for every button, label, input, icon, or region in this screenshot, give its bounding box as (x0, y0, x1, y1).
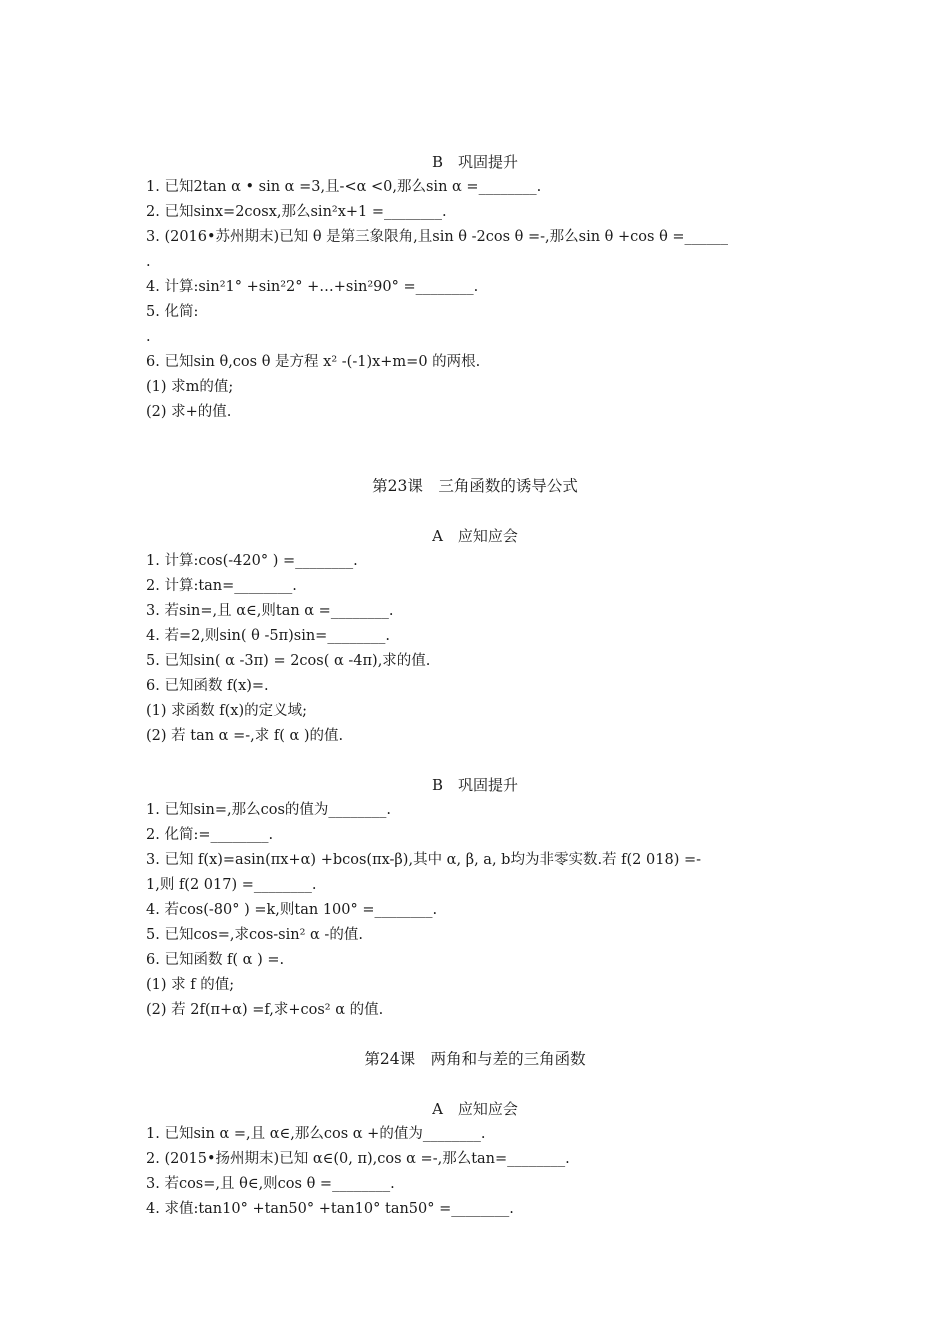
section-heading: A 应知应会 (432, 527, 518, 545)
problem-line: 3. (2016•苏州期末)已知 θ 是第三象限角,且sin θ -2cos θ =-,那么sin θ +cos θ =______ (146, 229, 729, 245)
problem-line: 4. 若=2,则sin( θ -5π)sin=________. (146, 628, 390, 644)
section-heading: B 巩固提升 (431, 776, 519, 794)
problem-line: 1,则 f(2 017) =________. (146, 877, 317, 893)
problem-line: 1. 已知sin α =,且 α∈,那么cos α +的值为________. (146, 1126, 486, 1142)
problem-line: 6. 已知函数 f(x)=. (146, 678, 269, 694)
section-heading: A 应知应会 (432, 1100, 518, 1118)
problem-line: (2) 若 tan α =-,求 f( α )的值. (146, 728, 344, 744)
problem-line: 3. 若sin=,且 α∈,则tan α =________. (146, 603, 394, 619)
lesson-title: 第24课 两角和与差的三角函数 (364, 1050, 586, 1068)
problem-line: 3. 若cos=,且 θ∈,则cos θ =________. (146, 1176, 395, 1192)
problem-line: 4. 计算:sin²1° +sin²2° +…+sin²90° =________. (146, 279, 479, 295)
problem-line: 3. 已知 f(x)=asin(πx+α) +bcos(πx-β),其中 α, β, a, b均为非零实数.若 f(2 018) =- (146, 852, 702, 868)
problem-line: 4. 若cos(-80° ) =k,则tan 100° =________. (146, 902, 438, 918)
section-heading: B 巩固提升 (431, 153, 519, 171)
problem-line: 5. 化简: (146, 304, 199, 320)
problem-line: . (146, 254, 151, 270)
problem-line: 6. 已知sin θ,cos θ 是方程 x² -(-1)x+m=0 的两根. (146, 354, 481, 370)
problem-line: 2. 计算:tan=________. (146, 578, 297, 594)
problem-line: (1) 求函数 f(x)的定义域; (146, 703, 308, 719)
problem-line: (2) 求+的值. (146, 404, 232, 420)
problem-line: 2. 化简:=________. (146, 827, 274, 843)
problem-line: 6. 已知函数 f( α ) =. (146, 952, 285, 968)
problem-line: 1. 计算:cos(-420° ) =________. (146, 553, 358, 569)
lesson-title: 第23课 三角函数的诱导公式 (372, 477, 578, 495)
problem-line: 5. 已知sin( α -3π) = 2cos( α -4π),求的值. (146, 653, 431, 669)
problem-line: 1. 已知2tan α • sin α =3,且-<α <0,那么sin α =________. (146, 179, 542, 195)
problem-line: 4. 求值:tan10° +tan50° +tan10° tan50° =________. (146, 1201, 514, 1217)
problem-line: (2) 若 2f(π+α) =f,求+cos² α 的值. (146, 1002, 384, 1018)
problem-line: 5. 已知cos=,求cos-sin² α -的值. (146, 927, 363, 943)
problem-line: (1) 求m的值; (146, 379, 234, 395)
problem-line: 2. 已知sinx=2cosx,那么sin²x+1 =________. (146, 204, 447, 220)
problem-line: . (146, 329, 151, 345)
problem-line: 1. 已知sin=,那么cos的值为________. (146, 802, 392, 818)
problem-line: 2. (2015•扬州期末)已知 α∈(0, π),cos α =-,那么tan=________. (146, 1151, 570, 1167)
problem-line: (1) 求 f 的值; (146, 977, 235, 993)
